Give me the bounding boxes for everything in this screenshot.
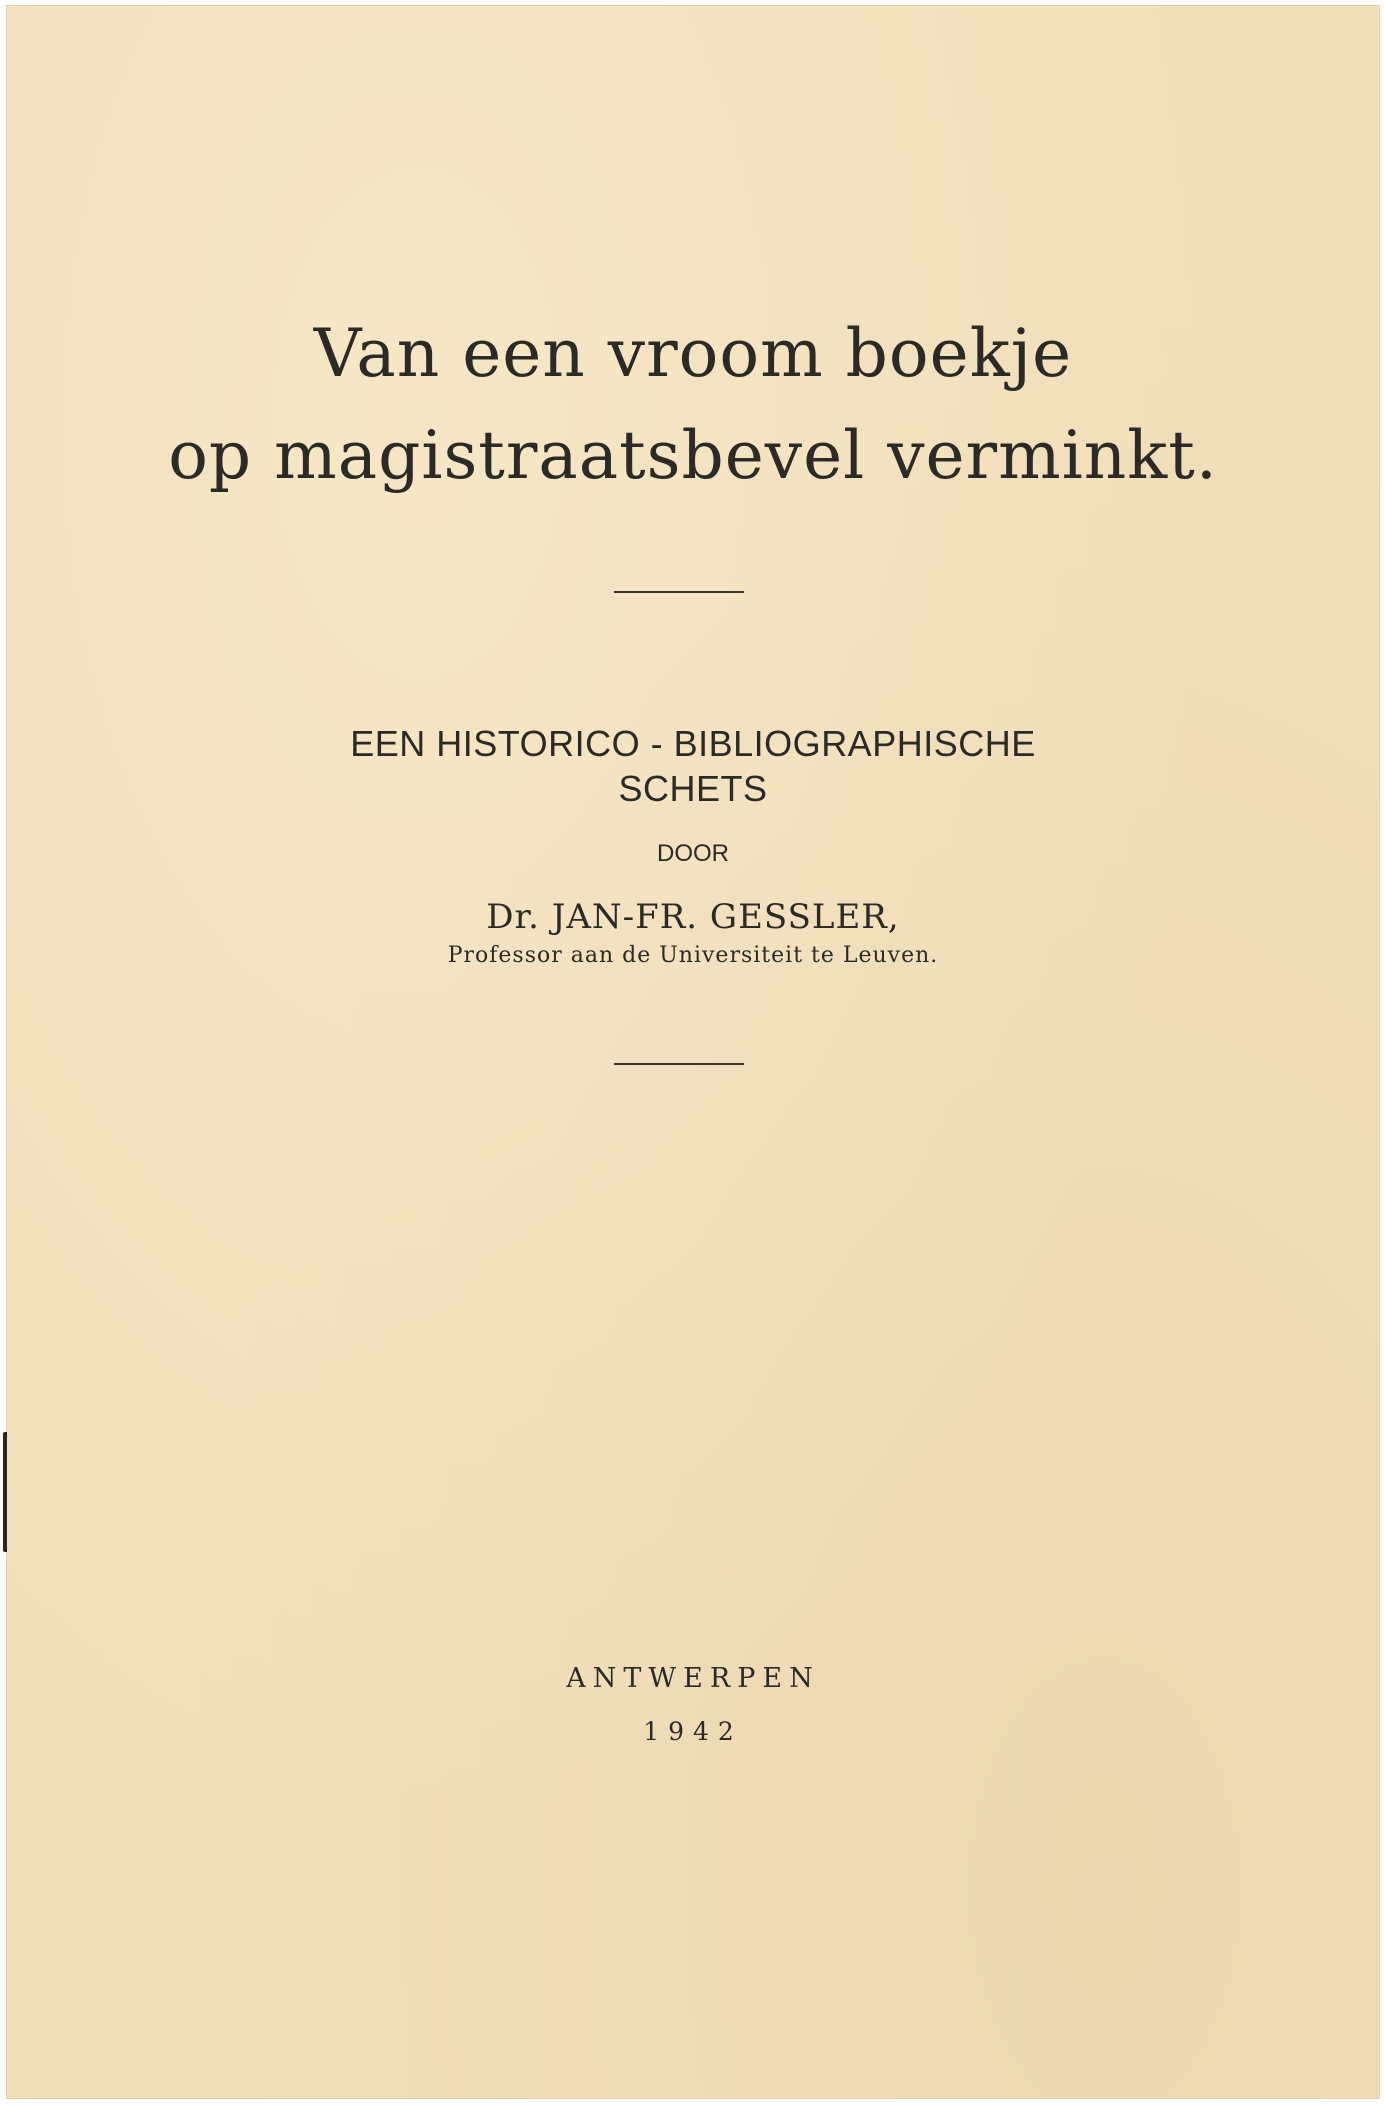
spine-binding-mark <box>3 1432 12 1552</box>
subtitle-line-2: SCHETS <box>618 768 768 809</box>
author-name: Dr. JAN-FR. GESSLER, <box>486 897 900 937</box>
top-divider <box>614 591 744 593</box>
author-affiliation: Professor aan de Universiteit te Leuven. <box>447 943 939 968</box>
publication-year: 1942 <box>643 1717 743 1746</box>
title-line-1: Van een vroom boekje <box>313 315 1073 392</box>
subtitle-line-1: EEN HISTORICO - BIBLIOGRAPHISCHE <box>350 723 1036 764</box>
publication-place: ANTWERPEN <box>566 1663 820 1694</box>
bottom-divider <box>614 1063 744 1065</box>
by-label: DOOR <box>657 840 729 867</box>
title-line-2: op magistraatsbevel verminkt. <box>168 417 1218 494</box>
book-cover <box>6 5 1380 2099</box>
